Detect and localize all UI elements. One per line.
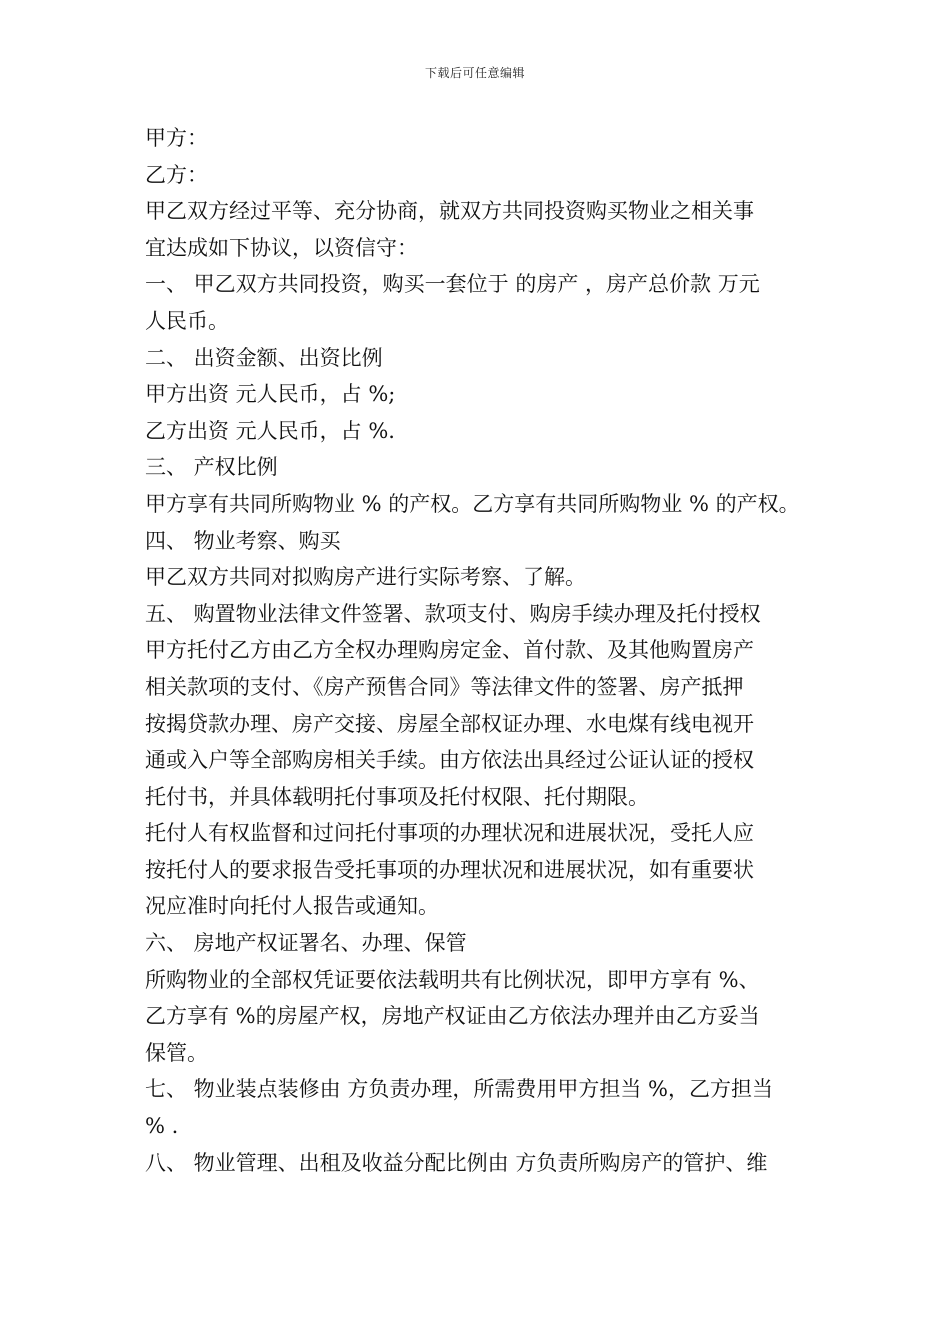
document-body [145, 120, 825, 1181]
text-line: 相关款项的支付、《房产预售合同》等法律文件的签署、房产抵押 [145, 674, 744, 699]
text-line: 通或入户等全部购房相关手续。由方依法出具经过公证认证的授权 [145, 748, 754, 773]
text-line: 保管。 [145, 1040, 208, 1065]
text-line: % . [145, 1114, 179, 1139]
text-line: 乙方出资 元人民币，占 %. [145, 418, 395, 443]
text-line: 甲方出资 元人民币，占 %; [145, 382, 396, 407]
text-line: 人民币。 [145, 308, 229, 333]
text-line: 按托付人的要求报告受托事项的办理状况和进展状况，如有重要状 [145, 857, 754, 882]
section-heading: 四、 物业考察、购买 [145, 528, 341, 553]
section-heading: 八、 物业管理、出租及收益分配比例由 方负责所购房产的管护、维 [145, 1150, 768, 1175]
section-heading: 三、 产权比例 [145, 455, 278, 480]
text-line: 乙方： [145, 162, 208, 187]
text-line: 托付书，并具体载明托付事项及托付权限、托付期限。 [145, 784, 649, 809]
section-heading: 五、 购置物业法律文件签署、款项支付、购房手续办理及托付授权 [145, 601, 761, 626]
page-header: 下载后可任意编辑 [424, 66, 525, 80]
text-line: 况应准时向托付人报告或通知。 [145, 894, 439, 919]
text-line: 甲乙双方经过平等、充分协商，就双方共同投资购买物业之相关事 [145, 199, 754, 224]
text-line: 甲乙双方共同对拟购房产进行实际考察、了解。 [145, 565, 586, 590]
text-line: 所购物业的全部权凭证要依法载明共有比例状况，即甲方享有 %、 [145, 967, 760, 992]
text-line: 甲方享有共同所购物业 % 的产权。乙方享有共同所购物业 % 的产权。 [145, 491, 800, 516]
section-heading: 六、 房地产权证署名、办理、保管 [145, 931, 467, 956]
text-line: 宜达成如下协议，以资信守： [145, 235, 418, 260]
section-heading: 七、 物业装点装修由 方负责办理，所需费用甲方担当 %，乙方担当 [145, 1077, 773, 1102]
text-line: 托付人有权监督和过问托付事项的办理状况和进展状况，受托人应 [145, 821, 754, 846]
text-line: 甲方托付乙方由乙方全权办理购房定金、首付款、及其他购置房产 [145, 638, 754, 663]
text-line: 一、 甲乙双方共同投资，购买一套位于 的房产 ，房产总价款 万元 [145, 272, 760, 297]
text-line: 乙方享有 %的房屋产权，房地产权证由乙方依法办理并由乙方妥当 [145, 1004, 760, 1029]
text-line: 甲方： [145, 126, 208, 150]
text-line: 按揭贷款办理、房产交接、房屋全部权证办理、水电煤有线电视开 [145, 711, 754, 736]
section-heading: 二、 出资金额、出资比例 [145, 345, 383, 370]
